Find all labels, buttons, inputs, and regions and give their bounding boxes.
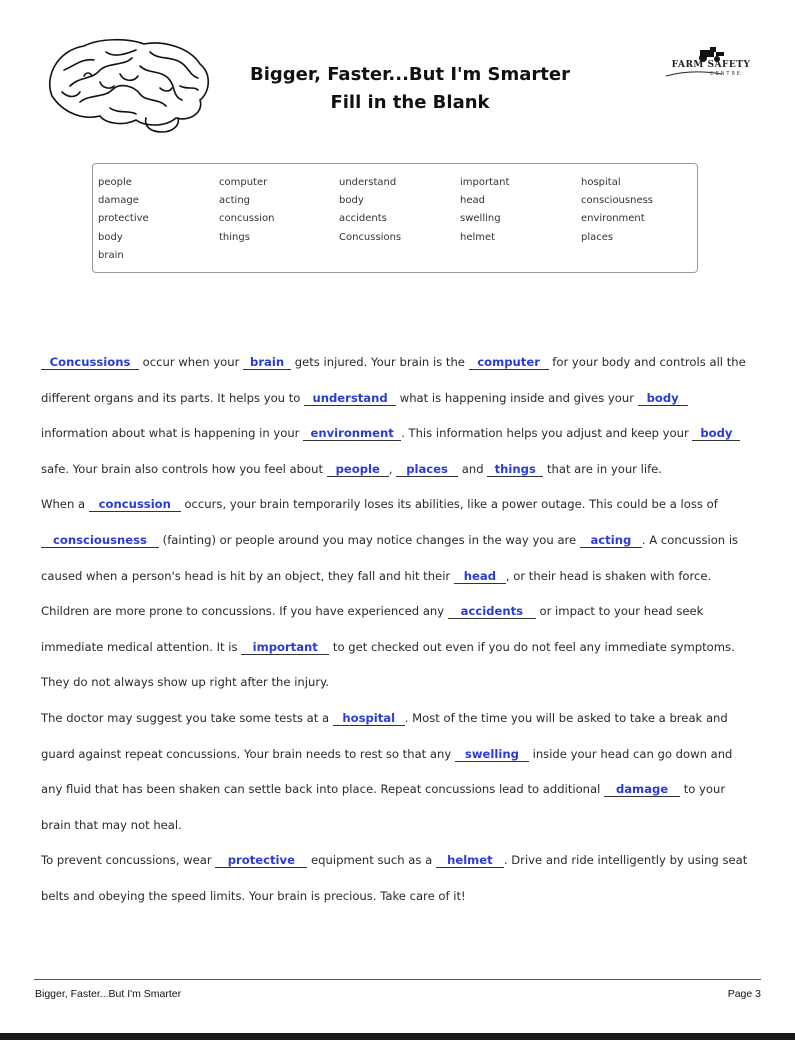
word-bank-item: acting [219, 195, 251, 206]
passage-text: that are in your life. [543, 461, 662, 476]
paragraph-3 [41, 701, 756, 843]
word-bank-item: accidents [339, 213, 387, 224]
passage-text: occurs, your brain temporarily loses its abilities, like a power outage. This could be a loss of [180, 497, 718, 512]
blank-field[interactable]: consciousness [41, 533, 159, 548]
blank-field[interactable]: places [396, 462, 458, 477]
word-bank-item: places [581, 232, 614, 243]
passage-text: to your brain that may not heal. [41, 782, 726, 832]
blank-field[interactable]: protective [215, 853, 307, 868]
passage-text: The doctor may suggest you take some tests at a [41, 710, 333, 725]
word-bank-item: helmet [460, 232, 496, 243]
word-bank-item: understand [339, 177, 397, 188]
blank-field[interactable]: damage [604, 782, 680, 797]
blank-field[interactable]: Concussions [41, 355, 139, 370]
passage-text: (fainting) or people around you may notice changes in the way you are [159, 532, 580, 547]
passage-text: information about what is happening in your [41, 426, 304, 441]
passage-text: . Drive and ride intelligently by using seat belts and obeying the speed limits. Your brain is precious. Take care of it! [41, 853, 748, 903]
blank-field[interactable]: understand [304, 391, 396, 406]
word-bank [92, 163, 698, 273]
passage-text: to get checked out even if you do not feel any immediate symptoms. They do not always show up right after the injury. [41, 639, 735, 690]
passage-text: safe. Your brain also controls how you feel about [41, 461, 327, 476]
blank-field[interactable]: swelling [455, 747, 529, 762]
page-bottom-edge [0, 1033, 795, 1040]
page-number: Page 3 [727, 988, 761, 1000]
word-bank-item: hospital [581, 177, 621, 188]
word-bank-item: concussion [219, 213, 275, 224]
word-bank-item: swelling [460, 213, 501, 224]
passage-text: for your body and controls all the different organs and its parts. It helps you to [41, 355, 746, 405]
word-bank-item: body [339, 195, 364, 206]
blank-field[interactable]: brain [243, 355, 291, 370]
word-bank-item: important [460, 177, 510, 188]
word-bank-item: head [460, 195, 485, 206]
word-bank-item: environment [581, 213, 645, 224]
passage-text: , [388, 461, 397, 476]
blank-field[interactable]: body [638, 391, 688, 406]
paragraph-2 [41, 487, 756, 701]
brain-icon [40, 36, 220, 136]
word-bank-item: Concussions [339, 232, 402, 243]
blank-field[interactable]: environment [303, 426, 401, 441]
passage-text: . This information helps you adjust and keep your [401, 426, 693, 441]
word-bank-item: brain [98, 250, 124, 261]
word-bank-item: body [98, 232, 123, 243]
passage-text: gets injured. Your brain is the [291, 355, 469, 369]
word-bank-item: consciousness [581, 195, 654, 206]
paragraph-4 [41, 843, 756, 914]
passage-text: . A concussion is caused when a person's head is hit by an object, they fall and hit their [41, 532, 739, 583]
passage-text: . Most of the time you will be asked to take a break and guard against repeat concussions. Your brain needs to rest so that any [41, 710, 728, 761]
word-bank-item: damage [98, 195, 139, 206]
page-subtitle: Fill in the Blank [330, 92, 490, 113]
blank-field[interactable]: body [692, 426, 740, 441]
blank-field[interactable]: head [454, 569, 506, 584]
blank-field[interactable]: helmet [436, 853, 504, 868]
passage-text: what is happening inside and gives your [396, 390, 638, 405]
word-bank-item: people [98, 177, 132, 188]
footer-divider [34, 979, 761, 980]
page-title: Bigger, Faster...But I'm Smarter [249, 64, 570, 85]
passage-text: To prevent concussions, wear [41, 853, 216, 868]
blank-field[interactable]: computer [469, 355, 549, 370]
blank-field[interactable]: accidents [448, 604, 536, 619]
blank-field[interactable]: hospital [333, 711, 405, 726]
farm-safety-logo [664, 46, 758, 86]
footer-title: Bigger, Faster...But I'm Smarter [35, 988, 182, 1000]
passage-text: or impact to your head seek immediate medical attention. It is [41, 604, 704, 654]
passage-text: occur when your [139, 355, 244, 369]
blank-field[interactable]: things [487, 462, 543, 477]
word-bank-item: protective [98, 213, 149, 224]
word-bank-item: computer [219, 177, 268, 188]
blank-field[interactable]: acting [580, 533, 642, 548]
passage-text: and [458, 461, 488, 476]
logo-text: FARM SAFETY [671, 60, 751, 70]
passage-text: equipment such as a [307, 853, 436, 868]
blank-field[interactable]: people [327, 462, 389, 477]
passage-text: When a [41, 497, 89, 512]
passage-text: , or their head is shaken with force. Children are more prone to concussions. If you have experienced any [41, 568, 712, 619]
passage [41, 345, 756, 915]
blank-field[interactable]: important [241, 640, 329, 655]
blank-field[interactable]: concussion [89, 497, 181, 512]
word-bank-item: things [219, 232, 250, 243]
paragraph-1 [41, 345, 756, 487]
passage-text: inside your head can go down and any fluid that has been shaken can settle back into place. Repeat concussions lead to additional [41, 746, 733, 797]
logo-subtext: CENTRE [710, 71, 743, 77]
